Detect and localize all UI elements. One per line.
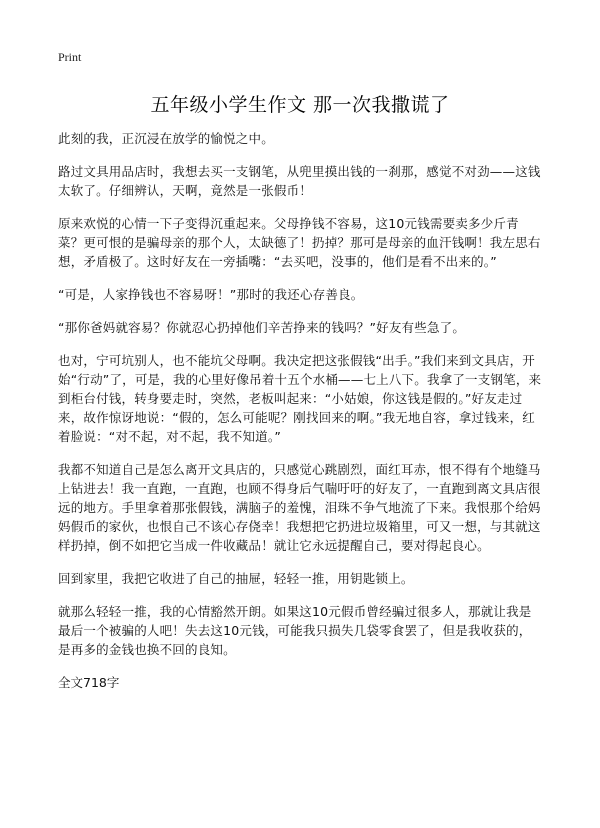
article-title: 五年级小学生作文 那一次我撒谎了: [150, 94, 450, 116]
paragraph-9: 就那么轻轻一推，我的心情豁然开朗。如果这10元假币曾经骗过很多人，那就让我是最后一个被骗的人吧！失去这10元钱，可能我只损失几袋零食罢了，但是我收获的，是再多的金钱也换不回的良知。: [58, 604, 532, 657]
paragraph-8: 回到家里，我把它收进了自己的抽屉，轻轻一推，用钥匙锁上。: [58, 571, 414, 586]
paragraph-3: 原来欢悦的心情一下子变得沉重起来。父母挣钱不容易，这10元钱需要卖多少斤青菜？更可恨的是骗母亲的那个人，太缺德了！扔掉？那可是母亲的血汗钱啊！我左思右想，矛盾极了。这时好友在一旁插嘴：“去买吧，没事的，他们是看不出来的。”: [58, 216, 541, 269]
print-link[interactable]: Print: [58, 50, 82, 64]
word-count: 全文718字: [58, 675, 120, 690]
paragraph-7: 我都不知道自己是怎么离开文具店的，只感觉心跳剧烈，面红耳赤，恨不得有个地缝马上钻进去！我一直跑，一直跑，也顾不得身后气喘吁吁的好友了，一直跑到离文具店很远的地方。手里拿着那张假钱，满脑子的羞愧，泪珠不争气地流了下来。我恨那个给妈妈假币的家伙，也恨自己不该心存侥幸！我想把它扔进垃圾箱里，可又一想，与其就这样扔掉，倒不如把它当成一件收藏品！就让它永远提醒自己，要对得起良心。: [58, 462, 541, 553]
paragraph-1: 此刻的我，正沉浸在放学的愉悦之中。: [58, 131, 274, 146]
paragraph-5: “那你爸妈就容易？你就忍心扔掉他们辛苦挣来的钱吗？”好友有些急了。: [58, 320, 466, 335]
paragraph-6: 也对，宁可坑别人，也不能坑父母啊。我决定把这张假钱“出手。”我们来到文具店，开始“行动”了，可是，我的心里好像吊着十五个水桶——七上八下。我拿了一支钢笔，来到柜台付钱，转身要走时，突然，老板叫起来：“小姑娘，你这钱是假的。”好友走过来，故作惊讶地说：“假的，怎么可能呢？刚找回来的啊。”我无地自容，拿过钱来，红着脸说：“对不起，对不起，我不知道。”: [58, 353, 542, 444]
article-body: [58, 129, 542, 659]
paragraph-2: 路过文具用品店时，我想去买一支钢笔，从兜里摸出钱的一刹那，感觉不对劲——这钱太软了。仔细辨认，天啊，竟然是一张假币！: [58, 164, 541, 198]
paragraph-4: “可是，人家挣钱也不容易呀！”那时的我还心存善良。: [58, 287, 364, 302]
